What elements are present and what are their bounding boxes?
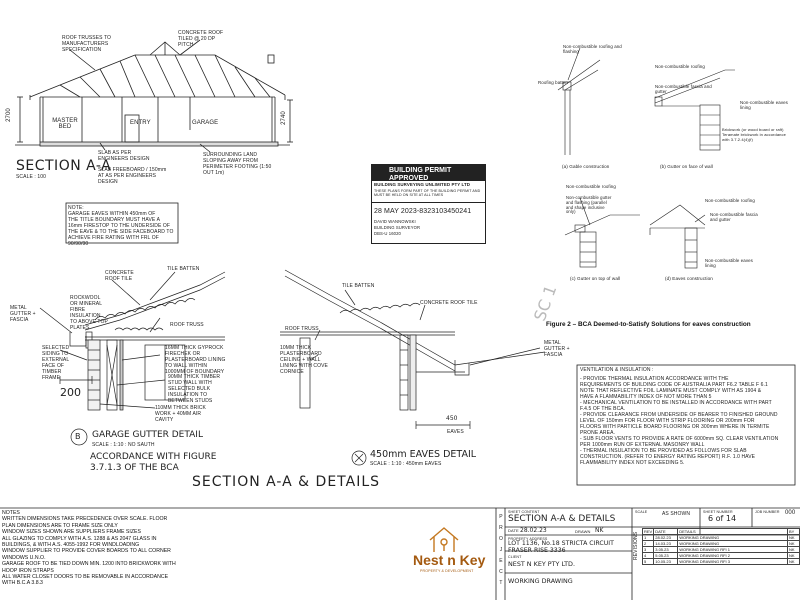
vent-line: PER 1000mm RUN OF EXTERNAL MASONRY WALL <box>580 442 705 448</box>
rev-cell: 1 <box>643 535 654 541</box>
permit-reg: DBS-U 16020 <box>374 230 401 236</box>
fig2-b-note4: Brickwork (or wood board or raft) Teramate brickwork in accordance with 3.7.2.4(4)(f) <box>722 127 786 142</box>
project-letter: O <box>499 536 503 542</box>
rev-cell: NK <box>788 547 800 553</box>
permit-fine-print: THESE PLANS FORM PART OF THE BUILDING PERMIT AND MUST BE HELD ON SITE AT ALL TIMES <box>374 189 481 198</box>
vent-line: - PROVIDE THERMAL INSULATION ACCORDANCE WITH THE <box>580 376 729 382</box>
callout-slab: SLAB AS PER ENGINEERS DESIGN <box>98 150 150 162</box>
vent-line: - SUB FLOOR VENTS TO PROVIDE A RATE OF 6000mm SQ. CLEAR VENTILATION <box>580 436 779 442</box>
fig2-c-label: (c) Gutter on top of wall <box>570 276 621 281</box>
callout-ground: SURROUNDING LAND SLOPING AWAY FROM PERIMETER FOOTING (1:50 OUT 1m) <box>203 152 272 176</box>
vent-line: CONSTRUCTION. (REFER TO ENERGY RATING REPORT) R.F. 1.0 HAVE <box>580 454 756 460</box>
dim-height-right: 2740 <box>280 111 287 125</box>
note-line: 16mm FIRESTOP TO THE UNDERSIDE OF <box>68 223 171 229</box>
vent-heading: VENTILATION & INSULATION : <box>580 367 654 373</box>
building-permit-stamp <box>371 164 486 244</box>
rev-header-cell: REV <box>644 529 653 534</box>
fig2-c-note1: Non-combustible roofing <box>566 184 616 189</box>
rev-cell: 4 <box>643 553 654 559</box>
ed-title: 450mm EAVES DETAIL <box>370 449 477 460</box>
fig2-b-note1: Non-combustible roofing <box>655 64 705 69</box>
rev-cell: WORKING DRAWING RFI 2 <box>678 553 788 559</box>
fig2-b-label: (b) Gutter on face of wall <box>660 164 713 169</box>
vent-line: NOTE THAT REFLECTIVE FOIL LAMINATE MUST COMPLY WITH AS 1904 & <box>580 388 762 394</box>
project-letter: E <box>499 558 503 564</box>
date-value: 28.02.23 <box>520 527 547 534</box>
rev-cell: NK <box>788 559 800 565</box>
notes-line: ALL GLAZING TO COMPLY WITH A.S. 1288 & AS 2047 GLASS IN <box>2 535 157 542</box>
fig2-a-note1: Non-combustible roofing and flashing <box>563 44 622 54</box>
rev-cell: 2 <box>643 541 654 547</box>
rev-header-cell: DETAILS <box>678 529 788 535</box>
fig2-a-note2: Roofing batten <box>538 80 568 85</box>
fig2-d-note2: Non-combustible fascia and gutter <box>710 212 758 222</box>
gg-rockwool: ROCKWOOL OR MINERAL FIBRE INSULATION TO ABOVE TOP PLATES <box>70 295 108 331</box>
vent-line: PRONE AREA. <box>580 430 615 436</box>
rev-cell: 14.03.23 <box>654 541 678 547</box>
note-line: THE TITLE BOUNDARY MUST HAVE A <box>68 217 161 223</box>
vent-line: FLOORS WITH PARTICLE BOARD FLOORING OR 300mm WHERE IN TERMITE <box>580 424 770 430</box>
vent-line: HAVE A FLAMMABILITY INDEX OF NOT MORE THAN 5 <box>580 394 712 400</box>
notes-line: WINDOWS U.N.O. <box>2 554 46 561</box>
gg-title: GARAGE GUTTER DETAIL <box>92 430 203 440</box>
notes-line: BUILDINGS, & WITH A.S. 4055-1992 FOR WINDLOADING <box>2 542 140 549</box>
gg-dim-200: 200 <box>60 386 81 399</box>
ed-dim-note: EAVES <box>447 429 464 435</box>
notes-line: WITH B.C.A 3.8.3 <box>2 580 43 587</box>
vent-line: FLAMMABILITY INDEX NOT EXCEEDING 5. <box>580 460 685 466</box>
rev-cell: WORKING DRAWING RFI 3 <box>678 559 788 565</box>
note-box <box>68 205 178 247</box>
vent-line: F.4.5 OF THE BCA. <box>580 406 626 412</box>
permit-surveyor: DAVID WANNOWSKI <box>374 218 416 224</box>
room-entry: ENTRY <box>130 120 151 126</box>
project-letter: C <box>499 569 503 575</box>
ed-tile-batten: TILE BATTEN <box>342 283 375 289</box>
gg-tile-batten: TILE BATTEN <box>167 266 200 272</box>
main-title: SECTION A-A & DETAILS <box>192 474 381 490</box>
rev-header-cell: DATE <box>654 529 678 535</box>
rev-cell: NK <box>788 553 800 559</box>
sheet-number-label: SHEET NUMBER <box>703 510 733 514</box>
sheet-number: 6 of 14 <box>708 514 737 523</box>
revisions-label: REVISIONS <box>633 531 639 560</box>
note-line: NOTE: <box>68 205 84 211</box>
rev-cell: 5 <box>643 559 654 565</box>
stage-value: WORKING DRAWING <box>508 577 573 585</box>
figure2-drawing <box>558 48 735 268</box>
gg-timber-frame: 90MM THICK TIMBER STUD WALL WITH SELECTED BULK INSULATION TO BETWEEN STUDS <box>168 374 221 404</box>
logo-house-shape <box>430 528 458 552</box>
gg-selected-siding: SELECTED SIDING TO EXTERNAL FACE OF TIMBER FRAME <box>42 345 70 381</box>
notes-line: PLAN DIMENSIONS ARE TO FRAME SIZE ONLY <box>2 522 118 529</box>
fig2-a-label: (a) Gable construction <box>562 164 610 169</box>
vent-line: - THERMAL INSULATION TO BE PROVIDED AS FOLLOWS FOR SLAB <box>580 448 747 454</box>
notes-line: WINDOW SUPPLIER TO PROVIDE COVER BOARDS TO ALL CORNER <box>2 548 171 555</box>
section-aa-scale: SCALE : 100 <box>16 174 47 180</box>
gg-metal-gutter: METAL GUTTER + FASCIA <box>10 305 36 323</box>
fig2-d-note1: Non-combustible roofing <box>705 198 755 203</box>
ed-roof-truss: ROOF TRUSS <box>285 326 319 332</box>
project-letter: T <box>499 580 503 586</box>
ed-scale: SCALE : 1:10 : 450mm EAVES <box>370 461 442 467</box>
job-number: 000 <box>785 510 796 516</box>
room-master-bed: MASTER BED <box>52 118 78 130</box>
rev-cell: WORKING DRAWING <box>678 535 788 541</box>
client-value: NEST N KEY PTY LTD. <box>508 560 576 568</box>
rev-cell: WORKING DRAWING <box>678 541 788 547</box>
ed-concrete-tile: CONCRETE ROOF TILE <box>420 300 478 306</box>
rev-cell: NK <box>788 535 800 541</box>
logo-name: Nest n Key <box>413 552 486 568</box>
gg-scale: SCALE : 1:10 : NO SAUTH <box>92 442 155 448</box>
general-notes <box>2 510 332 587</box>
notes-line: HOOP IRON STRAPS <box>2 567 54 574</box>
vent-line: - MECHANICAL VENTILATION TO BE INSTALLED IN ACCORDANCE WITH PART <box>580 400 772 406</box>
rev-header-cell: BY <box>788 529 800 535</box>
rev-cell: 10.05.23 <box>654 559 678 565</box>
ventilation-box <box>580 367 794 466</box>
ed-plasterboard: 10MM THICK PLASTERBOARD CEILING + WALL LINING WITH COVE CORNICE <box>280 345 328 375</box>
section-aa-drawing <box>15 40 293 152</box>
note-line: ACHIEVE FIRE RATING WITH FRL OF 90/90/90 <box>68 235 159 247</box>
room-garage: GARAGE <box>192 120 219 126</box>
fig2-caption: Figure 2 – BCA Deemed-to-Satisfy Solutions for eaves construction <box>546 321 751 328</box>
rev-cell: WORKING DRAWING RFI 1 <box>678 547 788 553</box>
address-line-1: LOT 1136, No.18 STRICTA CIRCUIT <box>508 540 614 547</box>
project-letter: P <box>499 514 503 520</box>
vent-line: REQUIREMENTS OF BUILDING CODE OF AUSTRALIA PART F6.2 TABLE F 6.1 <box>580 382 768 388</box>
property-label: PROPERTY ADDRESS <box>508 537 548 541</box>
drawn-value: NK <box>595 527 604 534</box>
fig2-d-label: (d) Eaves construction <box>665 276 713 281</box>
ed-dim-450: 450 <box>446 415 458 422</box>
fig2-b-note3: Non-combustible eaves lining <box>740 100 788 110</box>
gg-concrete-tile: CONCRETE ROOF TILE <box>105 270 134 282</box>
note-line: GARAGE EAVES WITHIN 450mm OF <box>68 211 156 217</box>
fig2-c-note2: Non-combustible gutter and flashing (parallel and shape inclusive only) <box>566 195 612 215</box>
fig2-b-note2: Non-combustible fascia and gutter <box>655 84 712 94</box>
scale-label: SCALE <box>635 510 648 514</box>
stamp-partial: SC 1 <box>530 282 561 324</box>
permit-date-code: 28 MAY 2023-8323103450241 <box>372 202 485 219</box>
gg-brick: 110MM THICK BRICK WORK + 40MM AIR CAVITY <box>155 405 206 423</box>
permit-company: BUILDING SURVEYING UNLIMITED PTY LTD <box>374 182 471 187</box>
gg-roof-truss: ROOF TRUSS <box>170 322 204 328</box>
notes-line: WRITTEN DIMENSIONS TAKE PRECEDENCE OVER SCALE. FLOOR <box>2 516 168 523</box>
client-label: CLIENT <box>508 555 522 559</box>
vent-line: LEVEL OF 150mm FOR FLOOR WITH STRIP FLOORING OR 200mm FOR <box>580 418 755 424</box>
job-number-label: JOB NUMBER <box>755 510 780 514</box>
rev-cell: 3 <box>643 547 654 553</box>
sheet-content: SECTION A-A & DETAILS <box>508 514 616 524</box>
address-line-2: FRASER RISE 3336 <box>508 547 566 554</box>
rev-cell: 5.05.23 <box>654 553 678 559</box>
callout-concrete-roof: CONCRETE ROOF TILED @ 20 DP PITCH <box>178 30 224 48</box>
permit-header: BUILDING PERMIT APPROVED <box>372 165 485 181</box>
rev-cell: 28.02.23 <box>654 535 678 541</box>
project-letter: R <box>499 525 503 531</box>
scale-value: AS SHOWN <box>662 511 691 517</box>
ed-metal-gutter: METAL GUTTER + FASCIA <box>544 340 570 358</box>
notes-line: WINDOW SIZES SHOWN ARE SUPPLIERS FRAME SIZES <box>2 529 141 536</box>
gg-accordance: ACCORDANCE WITH FIGURE <box>90 452 217 462</box>
gg-plasterboard: 16MM THICK GYPROCK FIRECHEK OR PLASTERBOARD LINING TO WALL WITHIN 1000MM OF BOUNDARY <box>165 345 226 375</box>
rev-cell: NK <box>788 541 800 547</box>
callout-roof-trusses: ROOF TRUSSES TO MANUFACTURERS SPECIFICATION <box>62 35 112 53</box>
revisions-table <box>642 528 800 565</box>
logo-tagline: PROPERTY & DEVELOPMENT <box>420 569 474 573</box>
fig2-d-note3: Non-combustible eaves lining <box>705 258 753 268</box>
project-letter: J <box>499 547 503 553</box>
notes-line: ALL WATER CLOSET DOORS TO BE REMOVABLE IN ACCORDANCE <box>2 574 169 581</box>
rev-cell: 3.05.23 <box>654 547 678 553</box>
notes-line: NOTES <box>2 510 20 516</box>
permit-role: BUILDING SURVEYOR <box>374 224 421 230</box>
project-vertical-label <box>498 512 504 589</box>
sheet-content-label: SHEET CONTENT <box>508 510 540 514</box>
gg-detail-letter: B <box>75 432 81 441</box>
table-row <box>643 559 800 565</box>
notes-line: GARAGE ROOF TO BE TIED DOWN MIN. 1200 INTO BRICKWORK WITH <box>2 561 176 568</box>
note-line: THE EAVE & TO THE SIDE FACEBOARD TO <box>68 229 174 235</box>
dim-height-left: 2700 <box>5 108 12 122</box>
section-aa-title: SECTION A-A <box>16 158 112 174</box>
vent-line: - PROVIDE CLEARANCE FROM UNDERSIDE OF BEARER TO FINISHED GROUND <box>580 412 778 418</box>
callout-slab-floor: SLAB FREEBOARD / 150mm AT AS PER ENGINEERS DESIGN <box>98 167 167 185</box>
date-label: DATE <box>508 528 519 533</box>
gg-figure-ref: 3.7.1.3 OF THE BCA <box>90 463 179 473</box>
drawn-label: DRAWN <box>575 529 591 534</box>
